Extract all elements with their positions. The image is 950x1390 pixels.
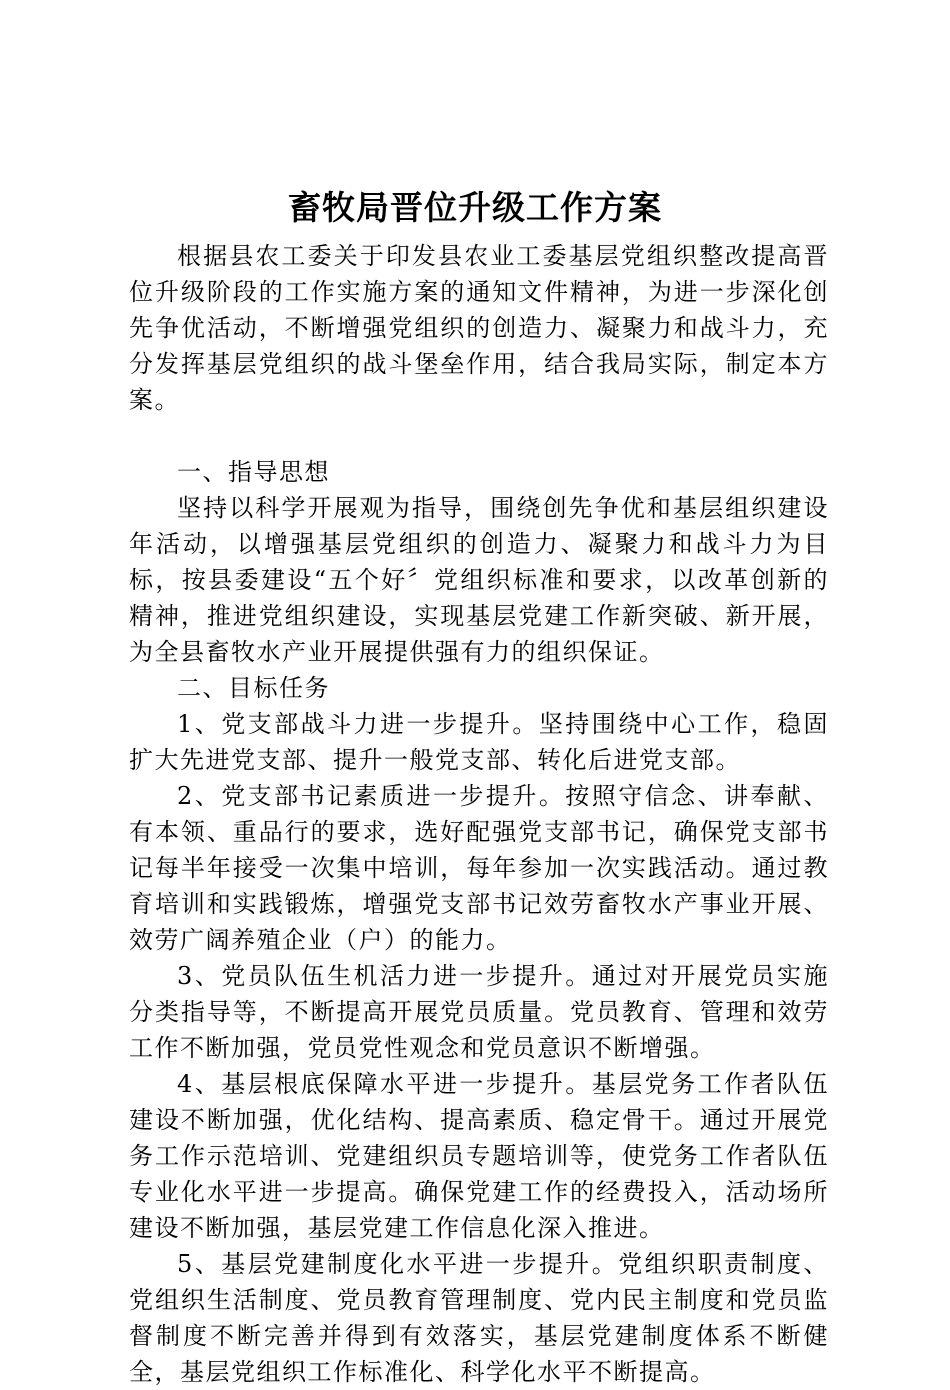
section-paragraph-guiding-thought: 坚持以科学开展观为指导，围绕创先争优和基层组织建设年活动，以增强基层党组织的创造力、凝聚力和战斗力为目标，按县委建设“五个好〞党组织标准和要求，以改革创新的精神，推进党组织建设，实现基层党建工作新突破、新开展，为全县畜牧水产业开展提供强有力的组织保证。	[129, 494, 829, 666]
section-heading-targets: 二、目标任务	[177, 674, 330, 702]
target-item-4: 4、基层根底保障水平进一步提升。基层党务工作者队伍建设不断加强，优化结构、提高素质、稳定骨干。通过开展党务工作示范培训、党建组织员专题培训等，使党务工作者队伍专业化水平进一步提高。确保党建工作的经费投入，活动场所建设不断加强，基层党建工作信息化深入推进。	[129, 1070, 829, 1242]
document-body	[129, 238, 829, 1390]
document-title: 畜牧局晋位升级工作方案	[288, 188, 662, 227]
target-item-3: 3、党员队伍生机活力进一步提升。通过对开展党员实施分类指导等，不断提高开展党员质量。党员教育、管理和效劳工作不断加强，党员党性观念和党员意识不断增强。	[129, 962, 829, 1062]
target-item-2: 2、党支部书记素质进一步提升。按照守信念、讲奉献、有本领、重品行的要求，选好配强党支部书记，确保党支部书记每半年接受一次集中培训，每年参加一次实践活动。通过教育培训和实践锻炼，增强党支部书记效劳畜牧水产事业开展、效劳广阔养殖企业（户）的能力。	[129, 782, 829, 954]
section-heading-guiding-thought: 一、指导思想	[177, 458, 330, 486]
intro-paragraph: 根据县农工委关于印发县农业工委基层党组织整改提高晋位升级阶段的工作实施方案的通知文件精神，为进一步深化创先争优活动，不断增强党组织的创造力、凝聚力和战斗力，充分发挥基层党组织的战斗堡垒作用，结合我局实际，制定本方案。	[129, 242, 829, 414]
target-item-5: 5、基层党建制度化水平进一步提升。党组织职责制度、党组织生活制度、党员教育管理制度、党内民主制度和党员监督制度不断完善并得到有效落实，基层党建制度体系不断健全，基层党组织工作标准化、科学化水平不断提高。	[129, 1250, 829, 1386]
target-item-1: 1、党支部战斗力进一步提升。坚持围绕中心工作，稳固扩大先进党支部、提升一般党支部、转化后进党支部。	[129, 710, 829, 774]
